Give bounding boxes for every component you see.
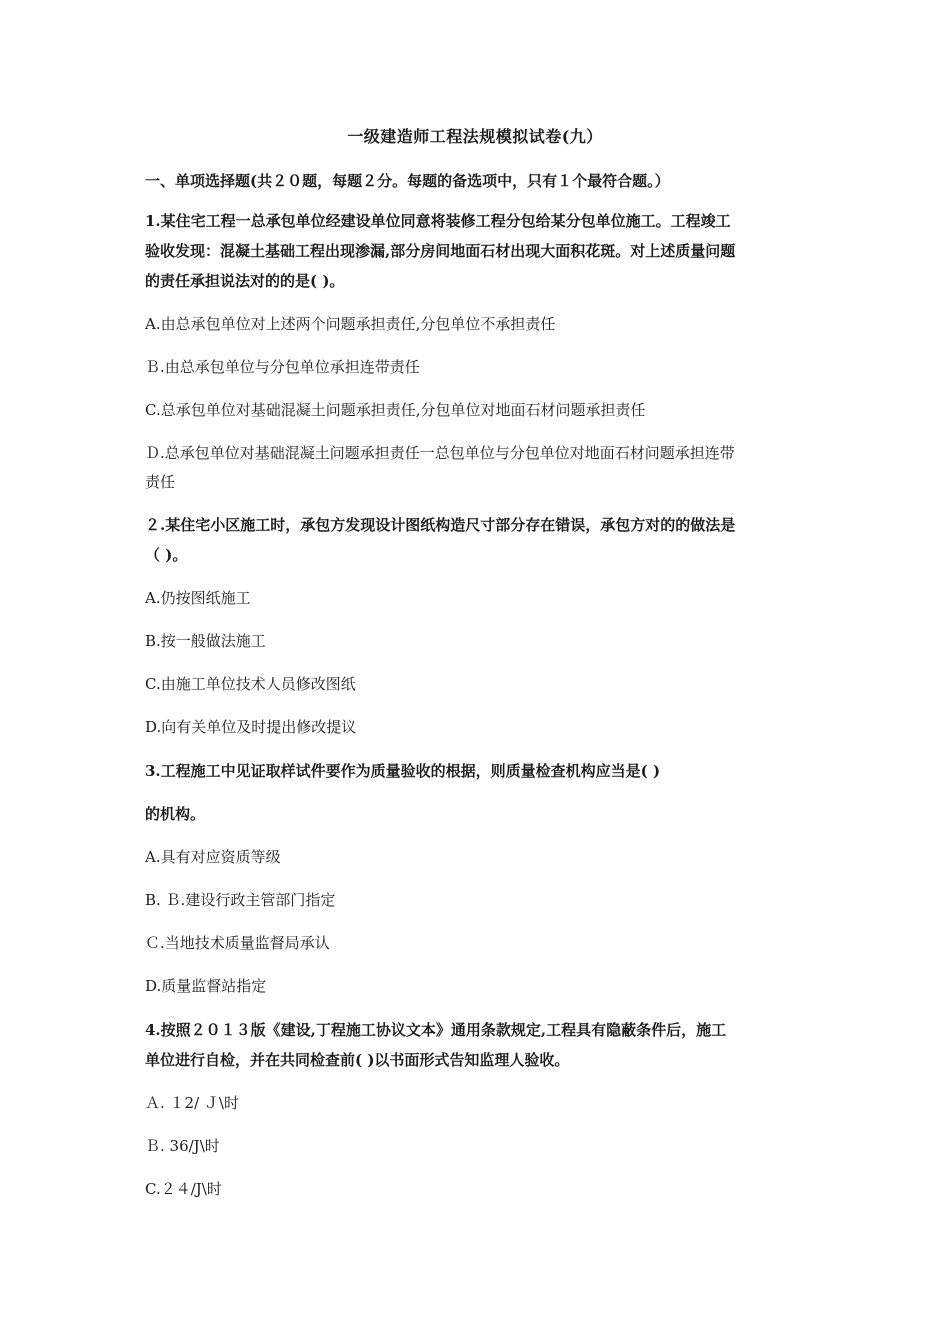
- question-1-stem-line-3: 的责任承担说法对的的是( )。: [145, 272, 345, 290]
- section-heading: 一、单项选择题(共２０题，每题２分。每题的备选项中，只有１个最符合题。）: [145, 172, 670, 190]
- question-1-option-a: A.由总承包单位对上述两个问题承担责任,分包单位不承担责任: [145, 315, 556, 333]
- question-4-stem-line-2: 单位进行自检，并在共同检查前( )以书面形式告知监理人验收。: [145, 1051, 570, 1069]
- question-1-stem-line-2: 验收发现：混凝土基础工程出现渗漏,部分房间地面石材出现大面积花斑。对上述质量问题: [145, 242, 736, 260]
- question-1-stem-line-1: 1.某住宅工程一总承包单位经建设单位同意将装修工程分包给某分包单位施工。工程竣工: [145, 212, 731, 230]
- question-1-option-c: C.总承包单位对基础混凝土问题承担责任,分包单位对地面石材问题承担责任: [145, 401, 646, 419]
- question-2-option-b: B.按一般做法施工: [145, 632, 266, 650]
- question-2-stem-line-1: ２.某住宅小区施工时，承包方发现设计图纸构造尺寸部分存在错误，承包方对的的做法是: [145, 516, 736, 534]
- question-1-option-d-continued: 责任: [145, 473, 176, 491]
- question-3-stem-line-1: 3.工程施工中见证取样试件要作为质量验收的根据，则质量检查机构应当是( ): [145, 762, 661, 780]
- question-2-stem-line-2: （ )。: [145, 546, 188, 564]
- question-4-option-c: C.２４/J\时: [145, 1180, 222, 1198]
- question-3-option-a: A.具有对应资质等级: [145, 848, 281, 866]
- question-3-option-c: Ｃ.当地技术质量监督局承认: [145, 934, 330, 952]
- question-4-stem-line-1: 4.按照２０１３版《建设,丁程施工协议文本》通用条款规定,工程具有隐蔽条件后，施工: [145, 1021, 727, 1039]
- question-2-option-d: D.向有关单位及时提出修改提议: [145, 718, 357, 736]
- question-3-option-b: B. Ｂ.建设行政主管部门指定: [145, 891, 336, 909]
- question-4-option-a: Ａ. １2/ Ｊ\时: [145, 1094, 239, 1112]
- question-2-option-c: C.由施工单位技术人员修改图纸: [145, 675, 356, 693]
- question-3-stem-line-2: 的机构。: [145, 805, 206, 823]
- question-2-option-a: A.仍按图纸施工: [145, 589, 251, 607]
- document-title: 一级建造师工程法规模拟试卷(九）: [347, 127, 603, 146]
- question-3-option-d: D.质量监督站指定: [145, 977, 267, 995]
- question-1-option-b: Ｂ.由总承包单位与分包单位承担连带责任: [145, 358, 420, 376]
- question-1-option-d: Ｄ.总承包单位对基础混凝土问题承担责任一总包单位与分包单位对地面石材问题承担连带: [145, 444, 735, 462]
- question-4-option-b: Ｂ. 36/J\时: [145, 1137, 220, 1155]
